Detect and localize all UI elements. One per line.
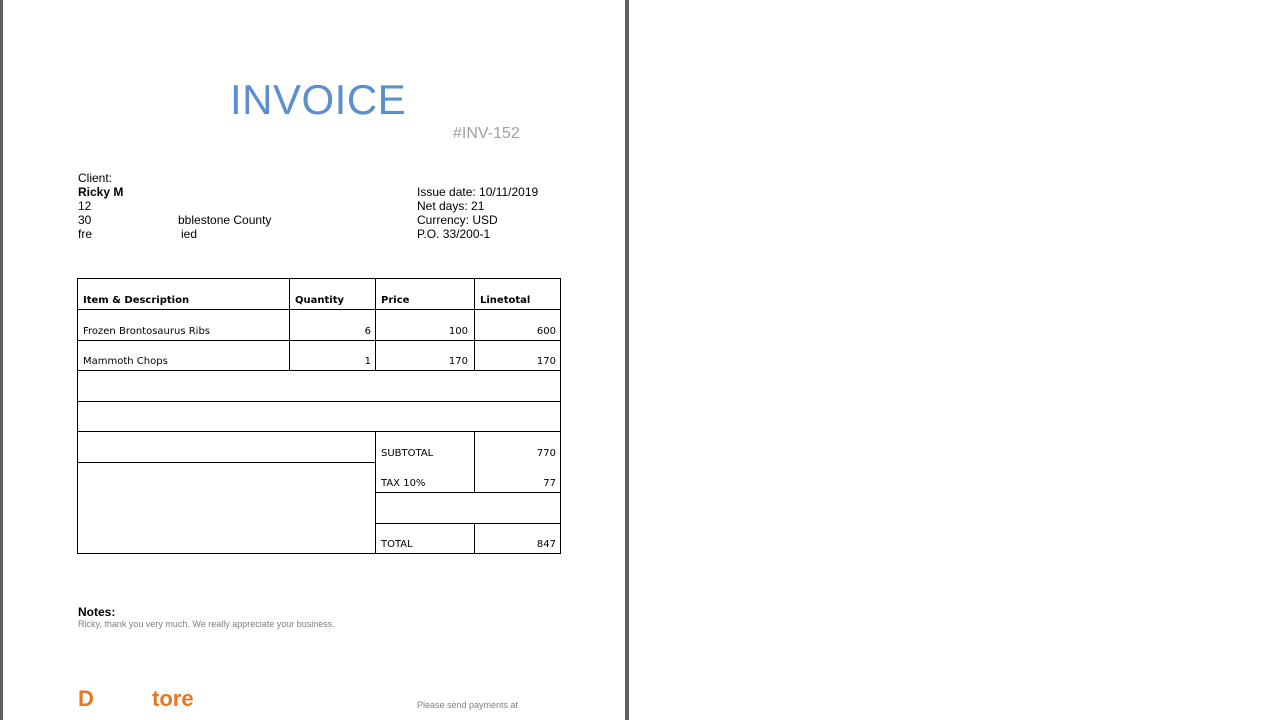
client-address-line (78, 213, 272, 227)
table-rule (77, 401, 561, 402)
purchase-order: P.O. 33/200-1 (417, 227, 491, 241)
viewer-page-edge (625, 0, 629, 720)
address-fragment: ied (181, 227, 198, 241)
row-price: 100 (448, 326, 468, 337)
row-linetotal: 170 (536, 356, 556, 367)
header-linetotal: Linetotal (480, 295, 531, 306)
table-rule (77, 462, 376, 463)
header-item: Item & Description (83, 295, 190, 306)
invoice-title: INVOICE (230, 76, 407, 123)
invoice-meta (417, 185, 538, 241)
address-fragment: fre (78, 227, 93, 241)
row-item: Mammoth Chops (83, 356, 168, 367)
payment-instructions: Please send payments at (417, 700, 519, 710)
invoice-table (77, 278, 561, 554)
row-item: Frozen Brontosaurus Ribs (83, 326, 210, 337)
table-rule (375, 492, 561, 493)
table-rule (77, 553, 561, 554)
row-price: 170 (448, 356, 468, 367)
issue-date: Issue date: 10/11/2019 (417, 185, 539, 199)
net-days: Net days: 21 (417, 199, 485, 213)
client-address-line (78, 199, 123, 213)
currency: Currency: USD (417, 213, 498, 227)
address-fragment: bblestone County (178, 213, 272, 227)
client-block (78, 171, 272, 241)
table-rule (375, 431, 376, 554)
table-rule (77, 309, 561, 310)
table-rule (77, 431, 561, 432)
notes-text: Ricky, thank you very much. We really appreciate your business. (78, 619, 335, 629)
invoice-page (3, 0, 625, 720)
header-quantity: Quantity (295, 295, 344, 306)
tax-label: TAX 10% (381, 478, 426, 489)
row-quantity: 1 (364, 356, 371, 367)
subtotal-value: 770 (536, 448, 556, 459)
company-logo-right: tore (152, 686, 194, 711)
subtotal-label: SUBTOTAL (381, 448, 434, 459)
notes-title: Notes: (78, 605, 116, 619)
table-rule (375, 523, 561, 524)
address-fragment: 12 (78, 199, 92, 213)
client-address-line (78, 227, 198, 241)
table-rule (77, 278, 78, 554)
total-value: 847 (536, 539, 556, 550)
table-rule (77, 370, 561, 371)
table-rule (560, 278, 561, 554)
table-rule (77, 340, 561, 341)
invoice-number: #INV-152 (453, 125, 520, 142)
table-rule (77, 278, 561, 279)
total-label: TOTAL (381, 539, 413, 550)
tax-value: 77 (543, 478, 556, 489)
row-quantity: 6 (364, 326, 371, 337)
address-fragment: 30 (78, 213, 92, 227)
client-name: Ricky M (78, 185, 124, 199)
client-label: Client: (78, 171, 113, 185)
header-price: Price (381, 295, 410, 306)
company-logo-left: D (78, 686, 94, 711)
row-linetotal: 600 (536, 326, 556, 337)
